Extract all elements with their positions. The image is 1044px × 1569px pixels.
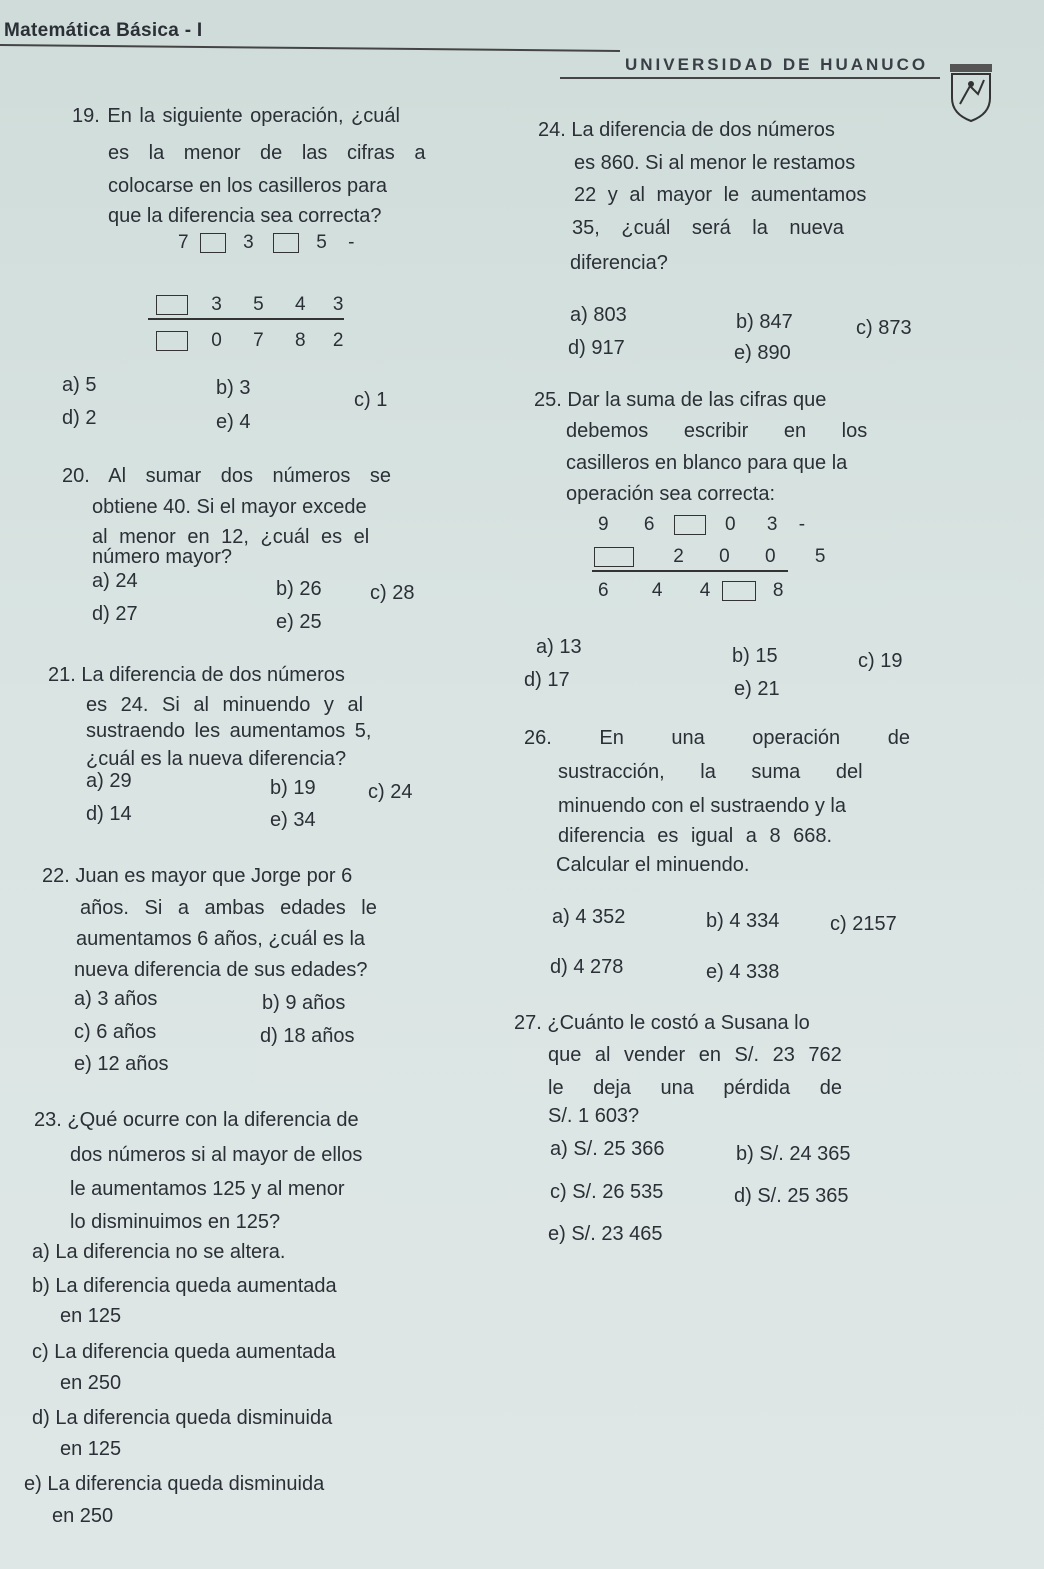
q19-option-c[interactable]: c) 1 [354,389,388,411]
q24-option-a[interactable]: a) 803 [570,304,627,326]
q20-line-1: 20. Al sumar dos números se [62,465,392,487]
q27-line-3: le deja una pérdida de [548,1077,842,1099]
q25-operation-row-1 [598,514,805,536]
q25-digit: 4 [699,580,711,601]
q26-option-d[interactable]: d) 4 278 [550,956,624,978]
q24-option-b[interactable]: b) 847 [736,311,793,333]
q19-option-b[interactable]: b) 3 [216,377,251,399]
q25-blank-box[interactable] [674,515,706,535]
q19-operation-row-2 [156,294,343,316]
q23-line-4: lo disminuimos en 125? [70,1211,281,1233]
q19-option-e[interactable]: e) 4 [216,411,251,433]
q19-blank-box[interactable] [156,331,188,351]
q22-option-b[interactable]: b) 9 años [262,992,346,1014]
q19-operation-row-1 [178,232,354,254]
q22-option-a[interactable]: a) 3 años [74,988,158,1010]
q20-option-a[interactable]: a) 24 [92,570,138,592]
q24-line-3: 22 y al mayor le aumentamos [574,184,867,206]
q26-option-a[interactable]: a) 4 352 [552,906,626,928]
q25-digit: 6 [598,580,609,601]
q19-digit: 3 [332,294,344,315]
q27-option-e[interactable]: e) S/. 23 465 [548,1223,663,1245]
q25-blank-box[interactable] [722,581,756,601]
q22-option-e[interactable]: e) 12 años [74,1053,169,1075]
q19-digit: 8 [295,330,306,351]
q23-option-d-cont: en 125 [60,1438,122,1460]
q25-line-3: casilleros en blanco para que la [566,452,848,474]
q20-option-b[interactable]: b) 26 [276,578,322,600]
q27-option-b[interactable]: b) S/. 24 365 [736,1143,851,1165]
q25-line-2: debemos escribir en los [566,420,868,442]
q25-operation-row-3 [598,580,783,602]
q25-option-d[interactable]: d) 17 [524,669,570,691]
q19-operation-row-3 [156,330,343,352]
q25-option-a[interactable]: a) 13 [536,636,582,658]
q27-option-c[interactable]: c) S/. 26 535 [550,1181,664,1203]
q22-option-d[interactable]: d) 18 años [260,1025,355,1047]
q25-digit: 6 [643,514,655,535]
q19-minus-sign: - [348,232,355,253]
q19-option-a[interactable]: a) 5 [62,374,97,396]
q26-option-e[interactable]: e) 4 338 [706,961,780,983]
q23-option-b-cont: en 125 [60,1305,122,1327]
q25-line-4: operación sea correcta: [566,483,776,505]
q27-line-4: S/. 1 603? [548,1105,640,1127]
q23-option-e[interactable]: e) La diferencia queda disminuida [24,1473,325,1495]
q22-line-2: años. Si a ambas edades le [80,897,377,919]
q24-option-d[interactable]: d) 917 [568,337,625,359]
q19-digit: 7 [178,232,189,253]
q25-minus-sign: - [798,514,806,535]
q23-option-e-cont: en 250 [52,1505,114,1527]
q20-option-d[interactable]: d) 27 [92,603,138,625]
q24-option-c[interactable]: c) 873 [856,317,912,339]
q19-digit: 5 [316,232,327,253]
q21-line-3: sustraendo les aumentamos 5, [86,720,372,742]
q27-line-1: 27. ¿Cuánto le costó a Susana lo [514,1012,810,1034]
q21-line-1: 21. La diferencia de dos números [48,664,345,686]
q25-option-e[interactable]: e) 21 [734,678,780,700]
q20-option-c[interactable]: c) 28 [370,582,415,604]
q22-line-1: 22. Juan es mayor que Jorge por 6 [42,865,353,887]
q27-line-2: que al vender en S/. 23 762 [548,1044,842,1066]
q21-option-a[interactable]: a) 29 [86,770,132,792]
q25-blank-box[interactable] [594,547,634,567]
q23-option-c[interactable]: c) La diferencia queda aumentada [32,1341,336,1363]
university-name: UNIVERSIDAD DE HUANUCO [625,55,929,74]
q23-line-3: le aumentamos 125 y al menor [70,1178,345,1200]
q25-result-line [592,570,788,572]
q21-option-e[interactable]: e) 34 [270,809,316,831]
q24-line-4: 35, ¿cuál será la nueva [572,217,844,239]
q23-option-c-cont: en 250 [60,1372,122,1394]
university-crest-icon [948,64,994,122]
q24-line-1: 24. La diferencia de dos números [538,119,835,141]
q26-option-b[interactable]: b) 4 334 [706,910,780,932]
q19-blank-box[interactable] [156,295,188,315]
course-title: Matemática Básica - I [4,20,203,41]
q21-option-c[interactable]: c) 24 [368,781,413,803]
q21-option-d[interactable]: d) 14 [86,803,132,825]
q21-option-b[interactable]: b) 19 [270,777,316,799]
q25-digit: 0 [719,546,730,567]
q26-line-3: minuendo con el sustraendo y la [558,795,846,817]
q19-blank-box[interactable] [200,233,226,253]
q19-digit: 7 [253,330,264,351]
q25-option-b[interactable]: b) 15 [732,645,778,667]
q26-line-4: diferencia es igual a 8 668. [558,825,833,847]
q27-option-a[interactable]: a) S/. 25 366 [550,1138,665,1160]
q19-digit: 3 [243,232,254,253]
q26-line-2: sustracción, la suma del [558,761,863,783]
q24-line-5: diferencia? [570,252,668,274]
q24-option-e[interactable]: e) 890 [734,342,791,364]
q25-digit: 4 [651,580,663,601]
q19-line-4: que la diferencia sea correcta? [108,205,382,227]
q19-line-3: colocarse en los casilleros para [108,175,388,197]
q25-digit: 0 [765,546,776,567]
q21-line-4: ¿cuál es la nueva diferencia? [86,748,347,770]
q19-digit: 4 [295,294,306,315]
q23-line-1: 23. ¿Qué ocurre con la diferencia de [34,1109,359,1131]
q26-line-5: Calcular el minuendo. [556,854,750,876]
q20-line-4: número mayor? [92,546,233,568]
q23-option-a[interactable]: a) La diferencia no se altera. [32,1241,286,1263]
q19-option-d[interactable]: d) 2 [62,407,97,429]
q22-line-3: aumentamos 6 años, ¿cuál es la [76,928,366,950]
q25-digit: 0 [725,514,736,535]
q25-operation-row-2 [594,546,825,568]
q19-blank-box[interactable] [273,233,299,253]
q19-digit: 0 [211,330,222,351]
header-rule-left [0,44,620,52]
q22-line-4: nueva diferencia de sus edades? [74,959,368,981]
q25-digit: 8 [772,580,784,601]
q23-option-b[interactable]: b) La diferencia queda aumentada [32,1275,337,1297]
q21-line-2: es 24. Si al minuendo y al [86,694,364,716]
q25-line-1: 25. Dar la suma de las cifras que [534,389,827,411]
q25-option-c[interactable]: c) 19 [858,650,903,672]
q19-digit: 2 [332,330,344,351]
q26-line-1: 26. En una operación de [524,727,910,749]
q26-option-c[interactable]: c) 2157 [830,913,897,935]
q19-digit: 5 [253,294,264,315]
q25-digit: 3 [766,514,778,535]
q23-line-2: dos números si al mayor de ellos [70,1144,363,1166]
q23-option-d[interactable]: d) La diferencia queda disminuida [32,1407,333,1429]
q19-digit: 3 [211,294,222,315]
q20-line-3: al menor en 12, ¿cuál es el [92,526,370,548]
header-rule-right [560,77,940,79]
q20-option-e[interactable]: e) 25 [276,611,322,633]
q25-digit: 9 [598,514,609,535]
q24-line-2: es 860. Si al menor le restamos [574,152,856,174]
q19-line-2: es la menor de las cifras a [108,142,426,164]
q19-result-line [148,318,344,320]
q19-line-1: 19. En la siguiente operación, ¿cuál [72,105,400,127]
q25-digit: 2 [673,546,684,567]
q20-line-2: obtiene 40. Si el mayor excede [92,496,367,518]
q22-option-c[interactable]: c) 6 años [74,1021,157,1043]
q27-option-d[interactable]: d) S/. 25 365 [734,1185,849,1207]
q25-digit: 5 [814,546,826,567]
